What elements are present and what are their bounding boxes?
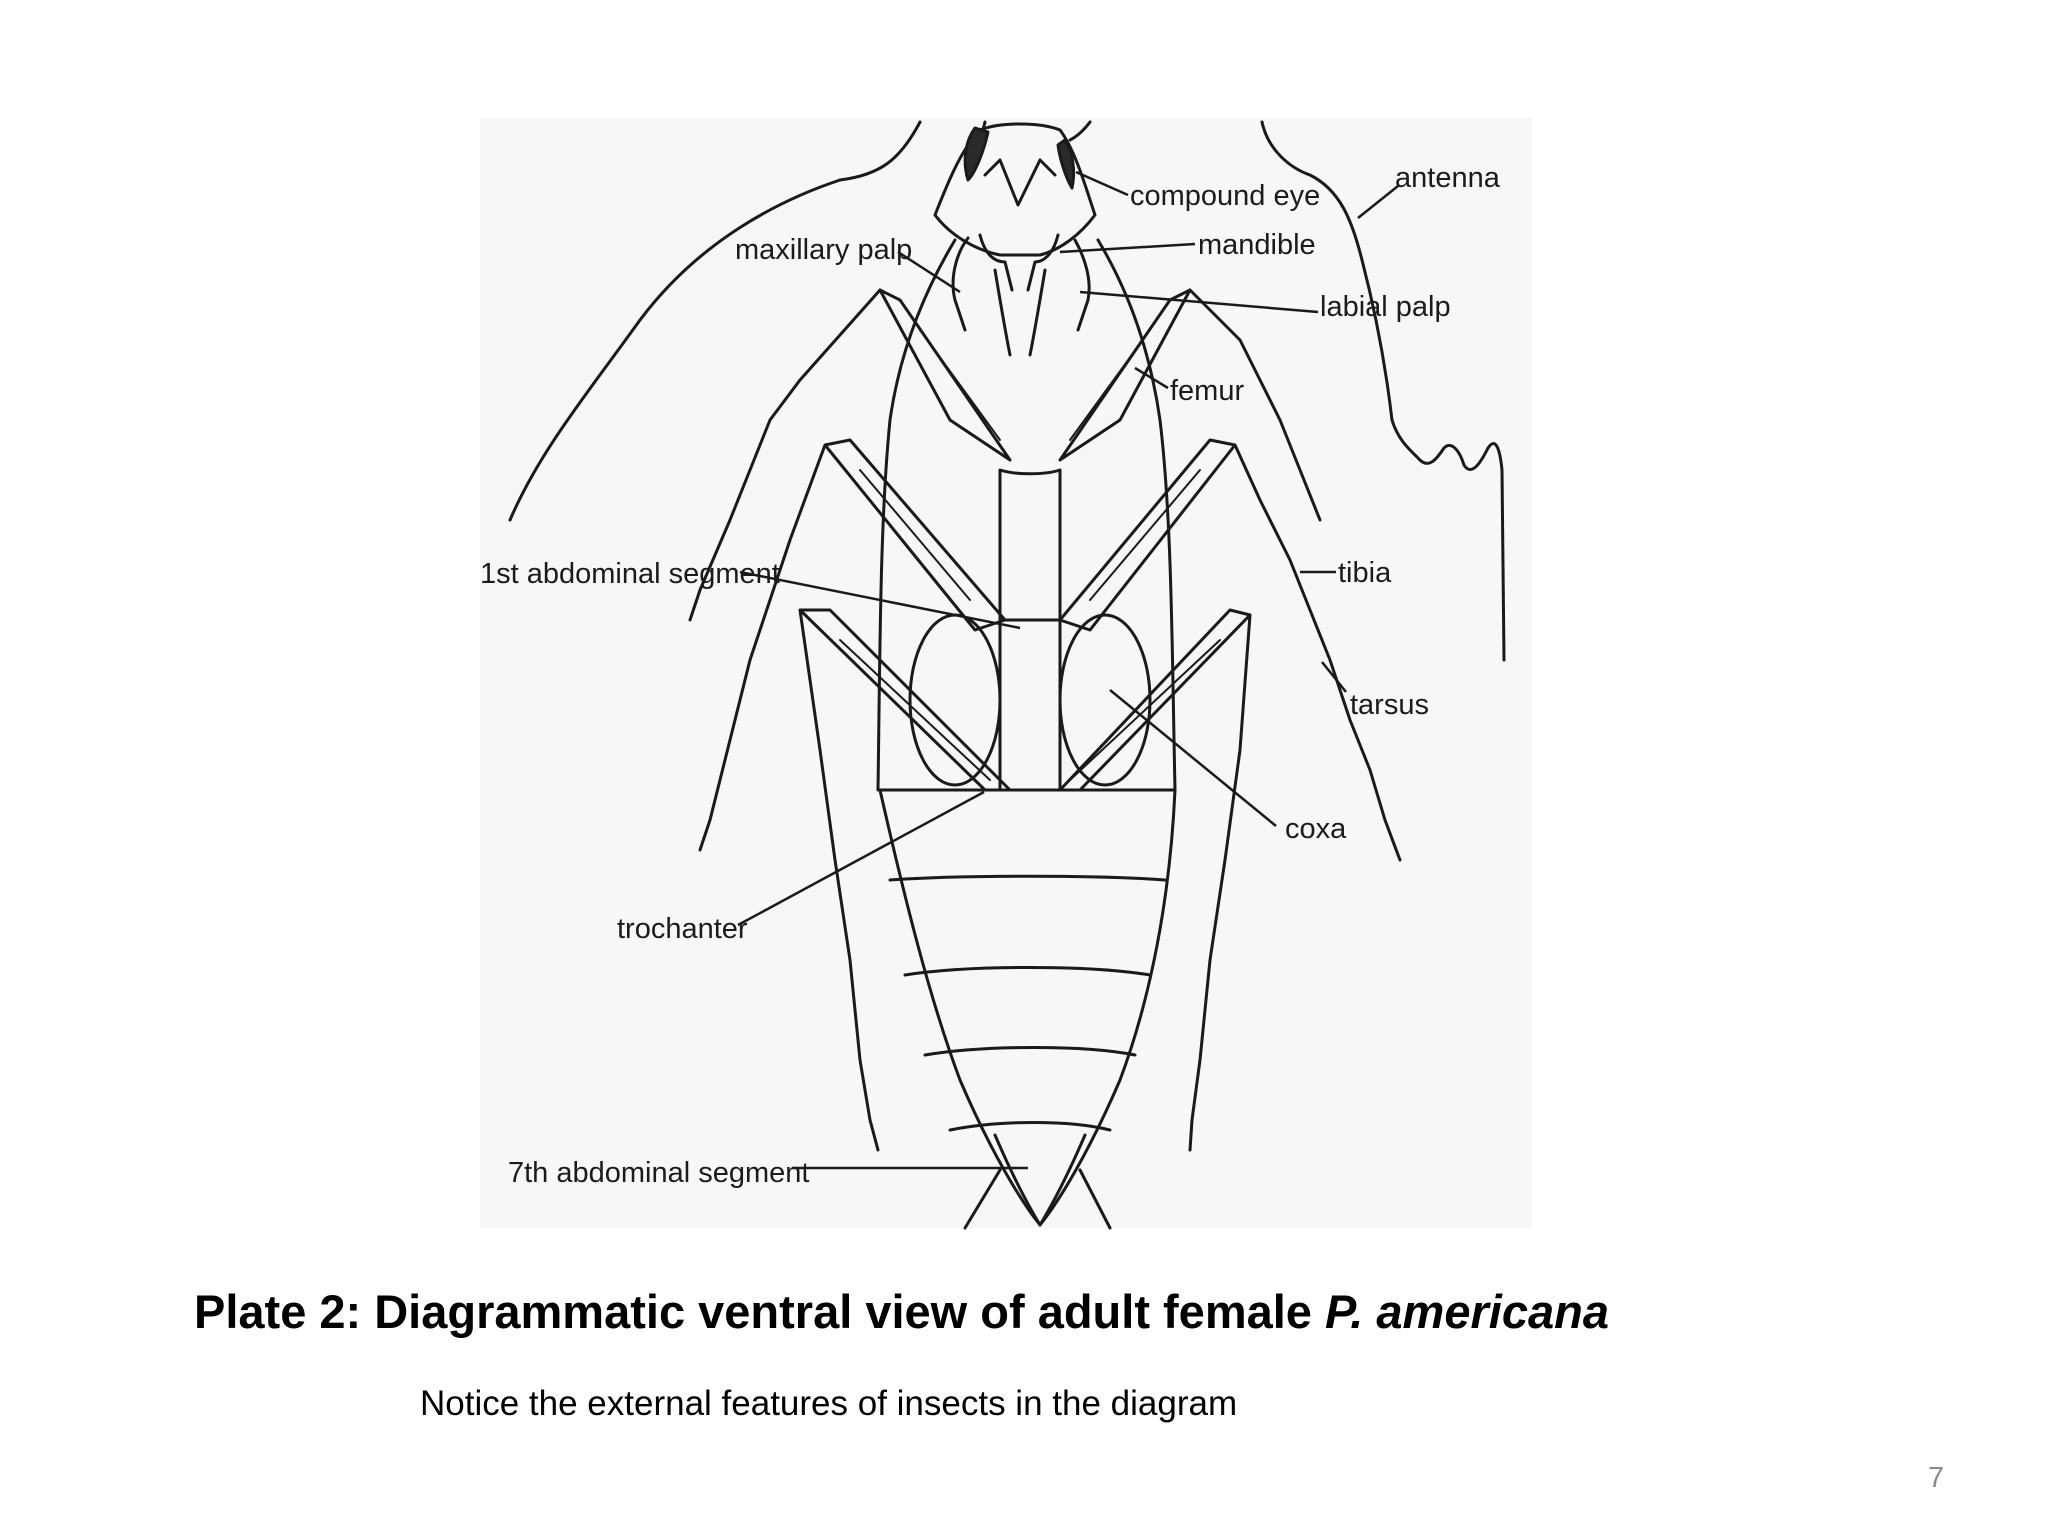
label-femur: femur (1170, 375, 1245, 407)
slide-note: Notice the external features of insects in the diagram (420, 1384, 1238, 1423)
plate-caption (194, 1284, 1914, 1339)
mandibles (980, 235, 1058, 290)
compound-eye-left (965, 128, 988, 180)
face-lines (985, 160, 1055, 205)
caption-species: P. americana (1325, 1285, 1609, 1338)
label-mandible: mandible (1198, 229, 1316, 261)
coxa-right-oval (1060, 615, 1150, 785)
label-tibia: tibia (1338, 557, 1392, 589)
label-tarsus: tarsus (1350, 689, 1429, 721)
diagram-labels (480, 162, 1501, 1189)
label-compound-eye: compound eye (1130, 180, 1321, 212)
abdomen-segments (890, 876, 1165, 1130)
label-coxa: coxa (1285, 813, 1347, 845)
left-antenna (510, 122, 920, 520)
abdomen-outline (880, 790, 1175, 1225)
label-trochanter: trochanter (617, 913, 748, 945)
label-labial-palp: labial palp (1320, 291, 1451, 323)
insect-drawing (510, 122, 1504, 1228)
head-capsule (935, 124, 1095, 255)
sternum (1000, 470, 1060, 790)
label-1st-abdominal-segment: 1st abdominal segment (480, 558, 780, 590)
hind-leg-femur-fill (840, 640, 1220, 780)
leader-tarsus (1322, 662, 1346, 692)
label-7th-abdominal-segment: 7th abdominal segment (508, 1157, 810, 1189)
label-antenna: antenna (1395, 162, 1500, 194)
labial-palps (995, 270, 1045, 355)
mid-leg-femur-fill (860, 470, 1200, 600)
leader-coxa (1110, 690, 1276, 826)
label-maxillary-palp: maxillary palp (735, 234, 913, 266)
leader-lines (738, 172, 1398, 1168)
leader-labial-palp (1080, 292, 1318, 312)
leader-antenna (1358, 186, 1398, 218)
mid-leg-right (1060, 440, 1400, 860)
leader-trochanter (738, 792, 984, 925)
page-number: 7 (1928, 1462, 1945, 1494)
caption-prefix: Plate 2: Diagrammatic ventral view of adult female (194, 1285, 1326, 1338)
